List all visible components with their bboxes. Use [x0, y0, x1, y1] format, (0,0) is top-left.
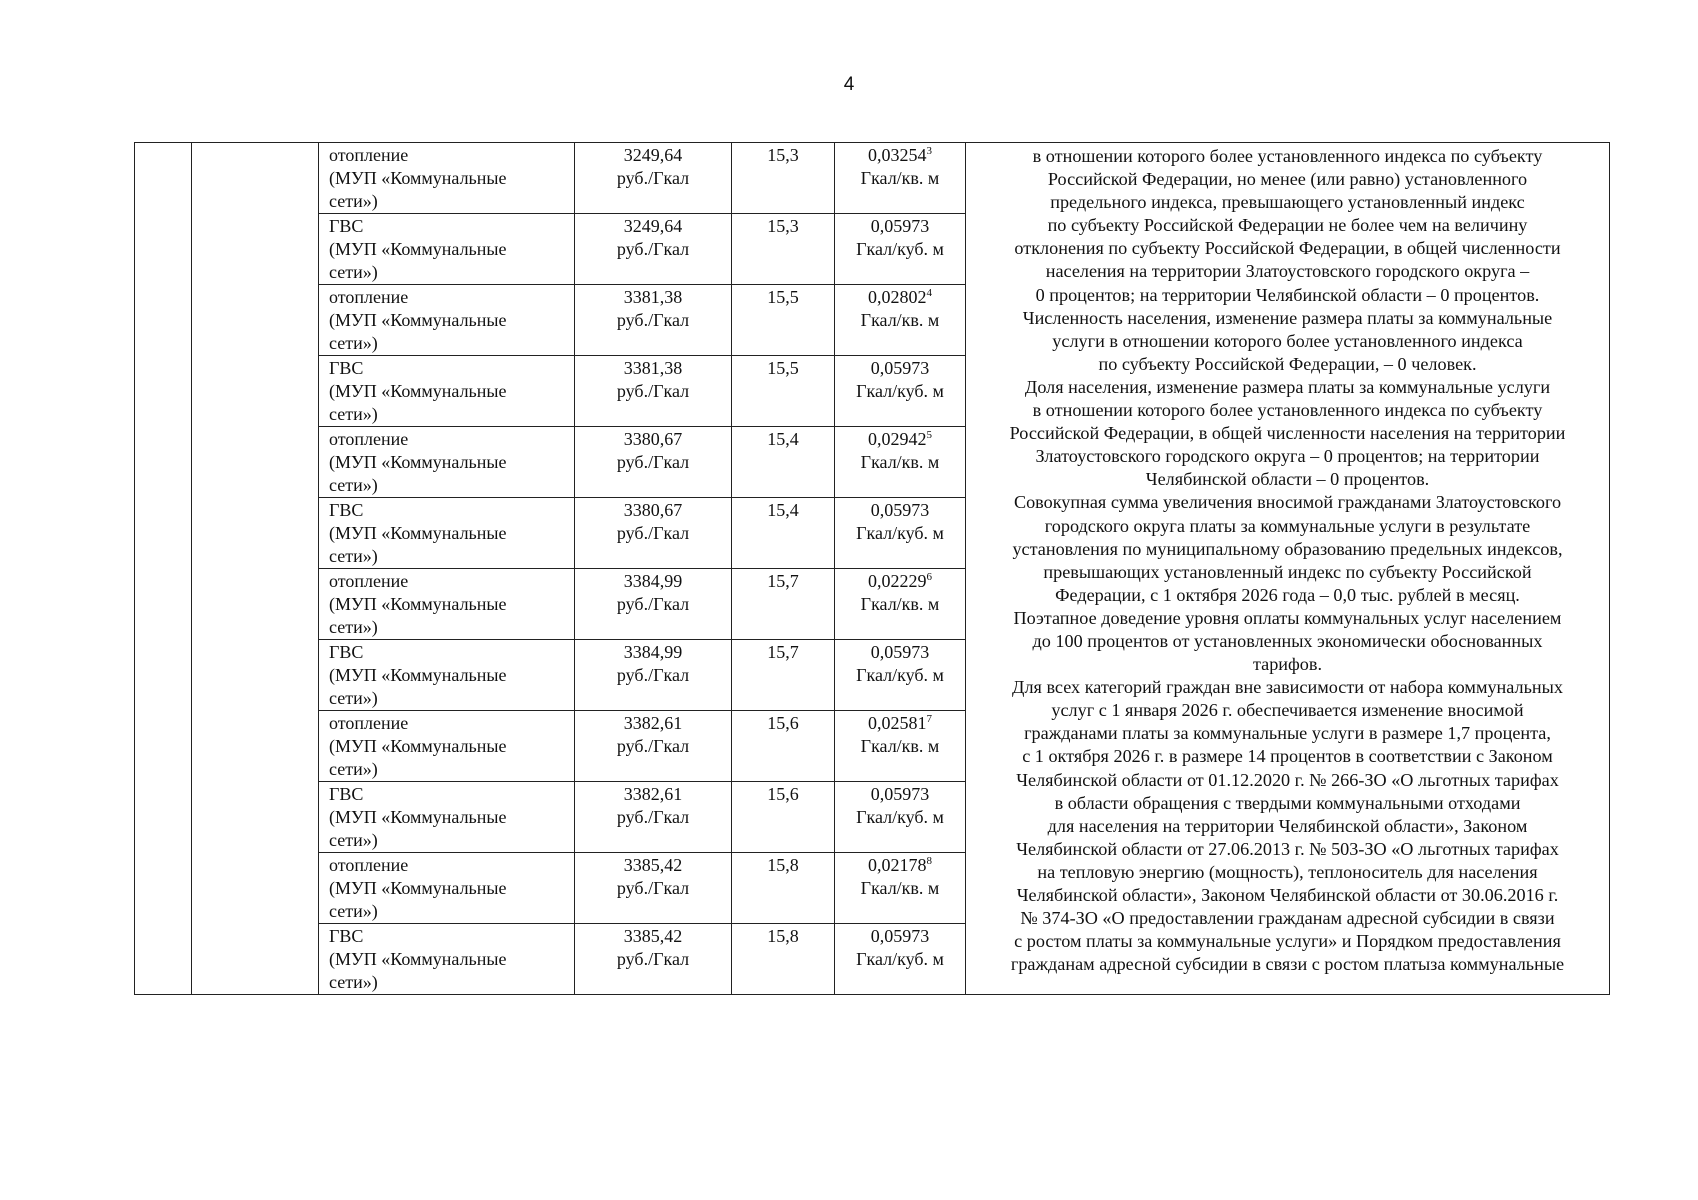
norm-cell	[835, 853, 966, 924]
norm-value: 0,05973	[870, 926, 930, 946]
service-cell	[319, 285, 575, 356]
norm-cell	[835, 214, 966, 285]
service-cell	[319, 782, 575, 853]
norm-unit: Гкал/кв. м	[860, 310, 940, 330]
tariff-unit: руб./Гкал	[616, 381, 690, 401]
organization-name-cont: сети»)	[329, 830, 378, 850]
index-cell	[732, 214, 835, 285]
index-value: 15,5	[767, 358, 799, 378]
organization-name-cont: сети»)	[329, 475, 378, 495]
tariff-cell	[575, 214, 732, 285]
index-value: 15,8	[767, 855, 799, 875]
description-line: Численность населения, изменение размера платы за коммунальные	[1022, 307, 1553, 328]
index-cell	[732, 924, 835, 995]
organization-name: (МУП «Коммунальные	[329, 949, 507, 969]
service-name: отопление	[329, 713, 409, 733]
tariff-cell	[575, 427, 732, 498]
norm-value: 0,05973	[870, 500, 930, 520]
norm-cell	[835, 569, 966, 640]
index-cell	[732, 285, 835, 356]
description-line: 0 процентов; на территории Челябинской области – 0 процентов.	[1035, 284, 1540, 305]
description-line: городского округа платы за коммунальные услуги в результате	[1044, 515, 1531, 536]
norm-unit: Гкал/кв. м	[860, 736, 940, 756]
norm-unit: Гкал/кв. м	[860, 878, 940, 898]
index-value: 15,8	[767, 926, 799, 946]
tariff-value: 3384,99	[623, 642, 683, 662]
index-value: 15,6	[767, 713, 799, 733]
description-line: услуг с 1 января 2026 г. обеспечивается изменение вносимой	[1051, 700, 1524, 721]
norm-cell	[835, 427, 966, 498]
footnote-mark: 5	[926, 429, 932, 441]
description-line: Челябинской области», Законом Челябинской области от 30.06.2016 г.	[1016, 885, 1559, 905]
tariff-value: 3381,38	[623, 287, 683, 307]
description-line: Поэтапное доведение уровня оплаты коммунальных услуг населением	[1013, 607, 1562, 628]
service-cell	[319, 356, 575, 427]
service-name: ГВС	[329, 358, 364, 378]
service-cell	[319, 711, 575, 782]
organization-name: (МУП «Коммунальные	[329, 452, 507, 472]
organization-name-cont: сети»)	[329, 546, 378, 566]
service-name: ГВС	[329, 926, 364, 946]
organization-name: (МУП «Коммунальные	[329, 807, 507, 827]
description-line: по субъекту Российской Федерации не более чем на величину	[1047, 215, 1528, 236]
index-cell	[732, 498, 835, 569]
norm-cell	[835, 924, 966, 995]
norm-unit: Гкал/куб. м	[856, 949, 944, 969]
organization-name: (МУП «Коммунальные	[329, 878, 507, 898]
organization-name-cont: сети»)	[329, 333, 378, 353]
description-line: Для всех категорий граждан вне зависимости от набора коммунальных	[1012, 677, 1563, 698]
service-name: ГВС	[329, 784, 364, 804]
footnote-mark: 3	[926, 145, 932, 157]
tariff-cell	[575, 853, 732, 924]
tariff-value: 3381,38	[623, 358, 683, 378]
index-value: 15,6	[767, 784, 799, 804]
index-value: 15,7	[767, 642, 799, 662]
norm-unit: Гкал/кв. м	[860, 452, 940, 472]
norm-value: 0,03254	[868, 145, 927, 165]
page-number: 4	[843, 74, 855, 95]
organization-name-cont: сети»)	[329, 404, 378, 424]
service-cell	[319, 143, 575, 214]
tariff-cell	[575, 356, 732, 427]
index-cell	[732, 143, 835, 214]
tariff-unit: руб./Гкал	[616, 736, 690, 756]
organization-name: (МУП «Коммунальные	[329, 665, 507, 685]
tariff-value: 3380,67	[623, 500, 683, 520]
description-line: по субъекту Российской Федерации, – 0 человек.	[1098, 353, 1477, 374]
service-cell	[319, 853, 575, 924]
description-line: на тепловую энергию (мощность), теплоноситель для населения	[1037, 861, 1538, 882]
norm-value: 0,02942	[868, 429, 927, 449]
norm-value: 0,05973	[870, 642, 930, 662]
tariff-unit: руб./Гкал	[616, 665, 690, 685]
norm-cell	[835, 498, 966, 569]
description-line: Российской Федерации, в общей численности населения на территории	[1009, 423, 1566, 444]
norm-value: 0,02581	[868, 713, 927, 733]
footnote-mark: 8	[926, 855, 932, 867]
norm-cell	[835, 356, 966, 427]
organization-name-cont: сети»)	[329, 759, 378, 779]
description-line: Челябинской области от 01.12.2020 г. № 266-ЗО «О льготных тарифах	[1016, 769, 1559, 790]
tariff-unit: руб./Гкал	[616, 949, 690, 969]
tariff-value: 3385,42	[623, 855, 683, 875]
norm-unit: Гкал/куб. м	[856, 239, 944, 259]
description-line: № 374-ЗО «О предоставлении гражданам адресной субсидии в связи	[1020, 908, 1555, 929]
service-cell	[319, 214, 575, 285]
index-value: 15,5	[767, 287, 799, 307]
tariff-unit: руб./Гкал	[616, 452, 690, 472]
description-line: для населения на территории Челябинской области», Законом	[1047, 815, 1528, 836]
description-line: гражданам адресной субсидии в связи с ростом платыза коммунальные	[1010, 954, 1565, 975]
footnote-mark: 4	[926, 287, 932, 299]
footnote-mark: 7	[926, 713, 932, 725]
description-line: установления по муниципальному образованию предельных индексов,	[1012, 538, 1563, 559]
organization-name: (МУП «Коммунальные	[329, 168, 507, 188]
service-cell	[319, 427, 575, 498]
description-line: услуги в отношении которого более установленного индекса	[1052, 330, 1523, 351]
index-cell	[732, 569, 835, 640]
service-name: отопление	[329, 429, 409, 449]
tariff-unit: руб./Гкал	[616, 310, 690, 330]
description-line: с 1 октября 2026 г. в размере 14 процентов в соответствии с Законом	[1022, 746, 1553, 767]
norm-unit: Гкал/кв. м	[860, 168, 940, 188]
description-line: отклонения по субъекту Российской Федерации, в общей численности	[1014, 238, 1561, 259]
norm-cell	[835, 782, 966, 853]
norm-unit: Гкал/куб. м	[856, 665, 944, 685]
service-cell	[319, 498, 575, 569]
service-name: отопление	[329, 287, 409, 307]
norm-cell	[835, 640, 966, 711]
tariff-value: 3385,42	[623, 926, 683, 946]
tariff-unit: руб./Гкал	[616, 523, 690, 543]
tariff-unit: руб./Гкал	[616, 239, 690, 259]
norm-value: 0,02802	[868, 287, 927, 307]
tariff-value: 3382,61	[623, 713, 683, 733]
service-name: ГВС	[329, 642, 364, 662]
tariff-table	[134, 142, 1610, 995]
norm-value: 0,05973	[870, 216, 930, 236]
description-line: гражданами платы за коммунальные услуги в размере 1,7 процента,	[1024, 723, 1551, 744]
empty-column-1	[135, 143, 192, 995]
norm-cell	[835, 285, 966, 356]
description-text	[966, 143, 1610, 995]
norm-value: 0,05973	[870, 358, 930, 378]
norm-unit: Гкал/куб. м	[856, 523, 944, 543]
index-cell	[732, 782, 835, 853]
index-value: 15,7	[767, 571, 799, 591]
empty-column-2	[192, 143, 319, 995]
description-line: населения на территории Златоустовского городского округа –	[1045, 261, 1530, 282]
organization-name: (МУП «Коммунальные	[329, 310, 507, 330]
service-cell	[319, 640, 575, 711]
description-line: превышающих установленный индекс по субъекту Российской	[1043, 561, 1532, 582]
description-line: Федерации, с 1 октября 2026 года – 0,0 тыс. рублей в месяц.	[1055, 584, 1520, 605]
index-value: 15,3	[767, 145, 799, 165]
description-line: Златоустовского городского округа – 0 процентов; на территории	[1035, 446, 1540, 467]
norm-unit: Гкал/куб. м	[856, 381, 944, 401]
service-cell	[319, 924, 575, 995]
organization-name-cont: сети»)	[329, 972, 378, 992]
tariff-cell	[575, 711, 732, 782]
organization-name: (МУП «Коммунальные	[329, 594, 507, 614]
description-line: Совокупная сумма увеличения вносимой гражданами Златоустовского	[1013, 492, 1562, 513]
organization-name-cont: сети»)	[329, 688, 378, 708]
organization-name-cont: сети»)	[329, 262, 378, 282]
organization-name: (МУП «Коммунальные	[329, 736, 507, 756]
tariff-cell	[575, 143, 732, 214]
description-line: в отношении которого более установленного индекса по субъекту	[1032, 146, 1543, 166]
service-name: ГВС	[329, 500, 364, 520]
index-cell	[732, 711, 835, 782]
tariff-value: 3382,61	[623, 784, 683, 804]
description-line: предельного индекса, превышающего установленный индекс	[1050, 192, 1525, 213]
service-cell	[319, 569, 575, 640]
tariff-cell	[575, 569, 732, 640]
service-name: отопление	[329, 855, 409, 875]
description-line: тарифов.	[1252, 654, 1323, 675]
tariff-value: 3249,64	[623, 145, 683, 165]
description-line: Челябинской области – 0 процентов.	[1145, 469, 1430, 490]
index-value: 15,4	[767, 429, 799, 449]
tariff-cell	[575, 498, 732, 569]
description-line: Челябинской области от 27.06.2013 г. № 503-ЗО «О льготных тарифах	[1016, 838, 1559, 859]
table-row	[135, 143, 1610, 214]
tariff-value: 3249,64	[623, 216, 683, 236]
tariff-unit: руб./Гкал	[616, 594, 690, 614]
service-name: ГВС	[329, 216, 364, 236]
organization-name-cont: сети»)	[329, 191, 378, 211]
tariff-value: 3380,67	[623, 429, 683, 449]
norm-value: 0,02229	[868, 571, 927, 591]
tariff-value: 3384,99	[623, 571, 683, 591]
organization-name: (МУП «Коммунальные	[329, 239, 507, 259]
index-cell	[732, 640, 835, 711]
organization-name: (МУП «Коммунальные	[329, 381, 507, 401]
norm-unit: Гкал/куб. м	[856, 807, 944, 827]
tariff-unit: руб./Гкал	[616, 807, 690, 827]
organization-name-cont: сети»)	[329, 617, 378, 637]
service-name: отопление	[329, 145, 409, 165]
index-value: 15,3	[767, 216, 799, 236]
tariff-cell	[575, 285, 732, 356]
organization-name: (МУП «Коммунальные	[329, 523, 507, 543]
index-cell	[732, 356, 835, 427]
tariff-cell	[575, 640, 732, 711]
description-line: Доля населения, изменение размера платы за коммунальные услуги	[1024, 376, 1551, 397]
tariff-cell	[575, 782, 732, 853]
index-cell	[732, 427, 835, 498]
service-name: отопление	[329, 571, 409, 591]
tariff-unit: руб./Гкал	[616, 878, 690, 898]
description-line: в области обращения с твердыми коммунальными отходами	[1054, 792, 1521, 813]
norm-value: 0,05973	[870, 784, 930, 804]
norm-cell	[835, 711, 966, 782]
description-line: Российской Федерации, но менее (или равно) установленного	[1047, 169, 1528, 190]
index-value: 15,4	[767, 500, 799, 520]
tariff-cell	[575, 924, 732, 995]
norm-cell	[835, 143, 966, 214]
index-cell	[732, 853, 835, 924]
description-line: с ростом платы за коммунальные услуги» и Порядком предоставления	[1014, 931, 1561, 952]
norm-unit: Гкал/кв. м	[860, 594, 940, 614]
description-line: до 100 процентов от установленных экономически обоснованных	[1032, 630, 1543, 651]
organization-name-cont: сети»)	[329, 901, 378, 921]
description-line: в отношении которого более установленного индекса по субъекту	[1032, 400, 1543, 421]
footnote-mark: 6	[926, 571, 932, 583]
norm-value: 0,02178	[868, 855, 927, 875]
tariff-unit: руб./Гкал	[616, 168, 690, 188]
